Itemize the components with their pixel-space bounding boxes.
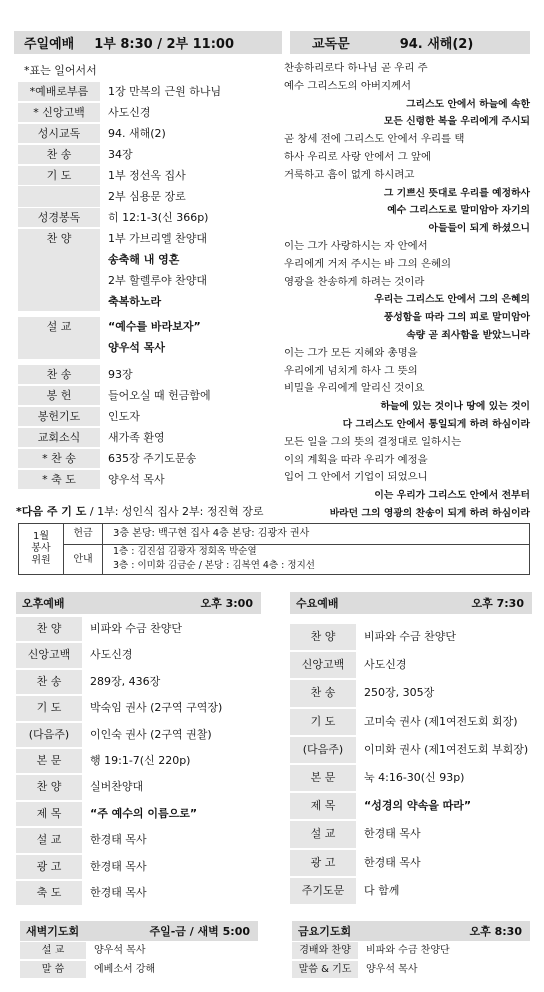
order-row <box>18 144 280 165</box>
row-value: 새가족 환영 <box>108 431 165 444</box>
anthem-line: 송축해 내 영혼 <box>108 253 180 266</box>
row-label: 찬 송 <box>18 145 100 164</box>
order-row <box>16 695 261 721</box>
sunday-order <box>18 60 280 490</box>
row-value: 93장 <box>108 368 133 381</box>
guide-label: 안내 <box>64 545 103 574</box>
row-label: 신앙고백 <box>16 643 82 667</box>
row-label: 찬 송 <box>18 365 100 384</box>
congregation-line: 우리는 그리스도 안에서 그의 은혜의 <box>374 294 530 306</box>
row-value: 비파와 수금 찬양단 <box>366 945 450 956</box>
row-label: * 축 도 <box>18 470 100 489</box>
order-row <box>20 941 258 960</box>
month-line: 위원 <box>31 555 51 566</box>
leader-line: 곧 창세 전에 그리스도 안에서 우리를 택 <box>284 133 465 146</box>
row-value: 다 함께 <box>364 883 400 897</box>
row-value: 635장 주기도문송 <box>108 452 197 465</box>
service-committee-table <box>18 523 530 575</box>
order-row <box>16 616 261 642</box>
row-value: 양우석 목사 <box>108 473 165 486</box>
row-value: 한경태 목사 <box>364 827 421 841</box>
month-line: 1월 <box>32 531 50 542</box>
order-label: 찬 양 <box>18 229 100 311</box>
order-row <box>16 669 261 695</box>
row-label: 광 고 <box>290 850 356 876</box>
order-row <box>16 722 261 748</box>
row-value: “주 예수의 이름으로” <box>90 806 198 820</box>
row-label: 설 교 <box>290 821 356 847</box>
order-row <box>290 849 532 877</box>
congregation-line: 그리스도 안에서 하늘에 속한 <box>406 98 530 110</box>
row-label: 주기도문 <box>290 878 356 904</box>
order-row <box>290 792 532 820</box>
guide-line: 3층 : 이미화 김금순 / 본당 : 김복연 4층 : 정지선 <box>113 560 315 571</box>
leader-line: 찬송하리로다 하나님 곧 우리 주 <box>284 62 428 74</box>
congregation-line: 예수 그리스도로 말미암아 자기의 <box>387 205 530 217</box>
row-value: 250장, 305장 <box>364 686 435 700</box>
congregation-line: 바라던 그의 영광의 찬송이 되게 하려 하심이라 <box>329 507 530 519</box>
dawn-title: 새벽기도회 <box>26 925 80 938</box>
row-label: 말 씀 <box>20 961 86 978</box>
row-value: 박숙임 권사 (2구역 구역장) <box>90 701 223 715</box>
order-row <box>18 385 280 406</box>
order-row <box>290 764 532 792</box>
order-row <box>16 854 261 880</box>
row-value: 94. 새해(2) <box>108 127 166 140</box>
leader-line: 예수 그리스도의 아버지께서 <box>284 79 412 92</box>
dawn-time: 주일-금 / 새벽 5:00 <box>149 925 250 938</box>
afternoon-time: 오후 3:00 <box>200 597 253 610</box>
anthem-line: 축복하노라 <box>108 295 162 308</box>
sunday-service-title: 주일예배 <box>24 37 75 52</box>
order-row <box>16 748 261 774</box>
order-row <box>18 364 280 385</box>
order-row <box>18 123 280 144</box>
order-row <box>18 186 280 207</box>
row-value: 에베소서 강해 <box>94 964 156 975</box>
offering-value: 3층 본당: 백구현 집사 4층 본당: 김광자 권사 <box>103 524 529 545</box>
reading-number: 94. 새해(2) <box>399 37 474 52</box>
order-row <box>18 81 280 102</box>
row-label: 교회소식 <box>18 428 100 447</box>
offering-label: 헌금 <box>64 524 103 545</box>
order-row <box>290 679 532 707</box>
order-row <box>290 877 532 905</box>
row-label: 봉헌기도 <box>18 407 100 426</box>
order-row-anthem <box>18 228 280 312</box>
row-value: 사도신경 <box>108 106 151 119</box>
row-label: * 찬 송 <box>18 449 100 468</box>
dawn-header <box>20 921 258 941</box>
row-value: 사도신경 <box>90 648 133 662</box>
wednesday-title: 수요예배 <box>296 597 339 610</box>
row-label <box>18 186 100 207</box>
row-label: (다음주) <box>16 723 82 747</box>
row-label: 신앙고백 <box>290 652 356 678</box>
anthem-line: 2부 할렐루야 찬양대 <box>108 274 207 287</box>
friday-time: 오후 8:30 <box>469 925 522 938</box>
order-row <box>18 448 280 469</box>
order-row <box>16 880 261 906</box>
congregation-line: 모든 신령한 복을 우리에게 주시되 <box>383 116 530 128</box>
congregation-line: 속량 곧 죄사함을 받았느니라 <box>406 329 530 341</box>
row-label: 찬 양 <box>16 775 82 799</box>
responsive-reading <box>284 60 530 523</box>
afternoon-title: 오후예배 <box>22 597 65 610</box>
order-row <box>290 708 532 736</box>
guide-value <box>103 545 529 574</box>
order-row <box>18 102 280 123</box>
row-label: 찬 양 <box>290 624 356 650</box>
wednesday-header <box>290 592 532 614</box>
sunday-service-times: 1부 8:30 / 2부 11:00 <box>94 37 235 52</box>
sunday-service-header <box>14 31 282 54</box>
row-value: 인도자 <box>108 410 140 423</box>
row-value: 이인숙 권사 (2구역 권찰) <box>90 727 212 741</box>
row-label: 제 목 <box>16 802 82 826</box>
row-value: 비파와 수금 찬양단 <box>90 622 183 635</box>
row-label: * 신앙고백 <box>18 103 100 122</box>
anthem-lines <box>100 228 207 312</box>
friday-prayer <box>292 921 530 979</box>
dawn-prayer <box>20 921 258 979</box>
row-label: 성경봉독 <box>18 208 100 227</box>
order-row <box>290 651 532 679</box>
row-value: 한경태 목사 <box>90 859 147 873</box>
order-row <box>290 623 532 651</box>
row-label: 기 도 <box>16 696 82 720</box>
leader-line: 입어 그 안에서 기업이 되었으니 <box>284 471 428 484</box>
congregation-line: 하늘에 있는 것이나 땅에 있는 것이 <box>380 401 530 413</box>
afternoon-service <box>16 592 261 906</box>
congregation-line: 아들들이 되게 하셨으니 <box>428 223 530 235</box>
leader-line: 이는 그가 모든 지혜와 총명을 <box>284 346 418 359</box>
row-label: 찬 송 <box>290 680 356 706</box>
row-label: *예배로부름 <box>18 82 100 101</box>
row-value: 양우석 목사 <box>366 964 418 975</box>
row-value: 이미화 권사 (제1여전도회 부회장) <box>364 742 529 756</box>
congregation-line: 이는 우리가 그리스도 안에서 전부터 <box>374 490 530 502</box>
row-value: 히 12:1-3(신 366p) <box>108 211 209 224</box>
row-value: 한경태 목사 <box>364 855 421 869</box>
sermon-lines <box>100 316 201 360</box>
row-label: 광 고 <box>16 855 82 879</box>
order-row <box>292 960 530 979</box>
order-row-sermon <box>18 316 280 360</box>
month-cell <box>19 524 64 574</box>
row-label: 성시교독 <box>18 124 100 143</box>
leader-line: 우리에게 넘치게 하사 그 뜻의 <box>284 364 418 377</box>
sermon-title: “예수를 바라보자” <box>108 320 201 333</box>
reading-header <box>290 31 530 54</box>
order-row <box>290 736 532 764</box>
row-label: 설 교 <box>20 942 86 959</box>
order-row <box>18 165 280 186</box>
row-value: 들어오실 때 헌금함에 <box>108 389 211 402</box>
row-label: 봉 헌 <box>18 386 100 405</box>
order-row <box>20 960 258 979</box>
row-label: 기 도 <box>18 166 100 185</box>
friday-title: 금요기도회 <box>298 925 352 938</box>
row-label: 본 문 <box>16 749 82 773</box>
congregation-line: 다 그리스도 안에서 통일되게 하려 하심이라 <box>342 418 530 430</box>
leader-line: 거룩하고 흠이 없게 하시려고 <box>284 168 415 181</box>
order-row <box>18 469 280 490</box>
row-value: 사도신경 <box>364 658 407 672</box>
row-label: 제 목 <box>290 793 356 819</box>
row-value: “성경의 약속을 따라” <box>364 799 472 813</box>
order-row <box>290 820 532 848</box>
order-row <box>18 207 280 228</box>
congregation-line: 그 기쁘신 뜻대로 우리를 예정하사 <box>383 187 530 199</box>
row-label: 찬 송 <box>16 670 82 694</box>
order-row <box>16 827 261 853</box>
anthem-line: 1부 가브리엘 찬양대 <box>108 232 207 245</box>
row-value: 1장 만복의 근원 하나님 <box>108 85 222 98</box>
row-label: 기 도 <box>290 709 356 735</box>
next-prayer-label: *다음 주 기 도 <box>16 505 87 518</box>
month-line: 봉사 <box>31 543 51 554</box>
row-label: 설 교 <box>16 828 82 852</box>
row-value: 1부 정선옥 집사 <box>108 169 186 182</box>
leader-line: 이는 그가 사랑하시는 자 안에서 <box>284 239 428 252</box>
row-value: 289장, 436장 <box>90 674 161 688</box>
order-row <box>292 941 530 960</box>
leader-line: 영광을 찬송하게 하려는 것이라 <box>284 275 425 288</box>
row-value: 한경태 목사 <box>90 833 147 847</box>
row-value: 행 19:1-7(신 220p) <box>90 753 191 767</box>
row-value: 실버찬양대 <box>90 780 144 794</box>
order-row <box>16 801 261 827</box>
sermon-preacher: 양우석 목사 <box>108 341 165 354</box>
leader-line: 하사 우리로 사랑 안에서 그 앞에 <box>284 150 431 163</box>
afternoon-header <box>16 592 261 614</box>
order-row <box>18 406 280 427</box>
guide-line: 1층 : 김진섭 김광자 정회옥 박순열 <box>113 546 257 557</box>
wednesday-time: 오후 7:30 <box>471 597 524 610</box>
row-value: 고미숙 권사 (제1여전도회 회장) <box>364 714 518 728</box>
row-value: 2부 심용문 장로 <box>108 190 186 203</box>
row-label: (다음주) <box>290 737 356 763</box>
friday-header <box>292 921 530 941</box>
row-value: 눅 4:16-30(신 93p) <box>364 770 465 784</box>
row-label: 말씀 & 기도 <box>292 961 358 978</box>
order-row <box>18 427 280 448</box>
row-label: 경배와 찬양 <box>292 942 358 959</box>
order-row <box>16 774 261 800</box>
row-value: 비파와 수금 찬양단 <box>364 630 457 643</box>
row-label: 축 도 <box>16 881 82 905</box>
order-label: 설 교 <box>18 317 100 359</box>
row-value: 한경태 목사 <box>90 885 147 899</box>
row-label: 찬 양 <box>16 617 82 641</box>
standing-note: *표는 일어서서 <box>24 64 97 77</box>
wednesday-service <box>290 592 532 905</box>
leader-line: 비밀을 우리에게 알리신 것이요 <box>284 382 425 395</box>
leader-line: 모든 일을 그의 뜻의 결정대로 일하시는 <box>284 435 462 448</box>
row-value: 34장 <box>108 148 133 161</box>
leader-line: 이의 계획을 따라 우리가 예정을 <box>284 453 428 466</box>
reading-title: 교독문 <box>312 37 350 52</box>
order-row <box>16 642 261 668</box>
row-value: 양우석 목사 <box>94 945 146 956</box>
congregation-line: 풍성함을 따라 그의 피로 말미암아 <box>383 312 530 324</box>
leader-line: 우리에게 거저 주시는 바 그의 은혜의 <box>284 257 452 270</box>
next-prayer <box>16 503 263 519</box>
next-prayer-text: / 1부: 성인식 집사 2부: 정진혁 장로 <box>86 505 264 518</box>
row-label: 본 문 <box>290 765 356 791</box>
